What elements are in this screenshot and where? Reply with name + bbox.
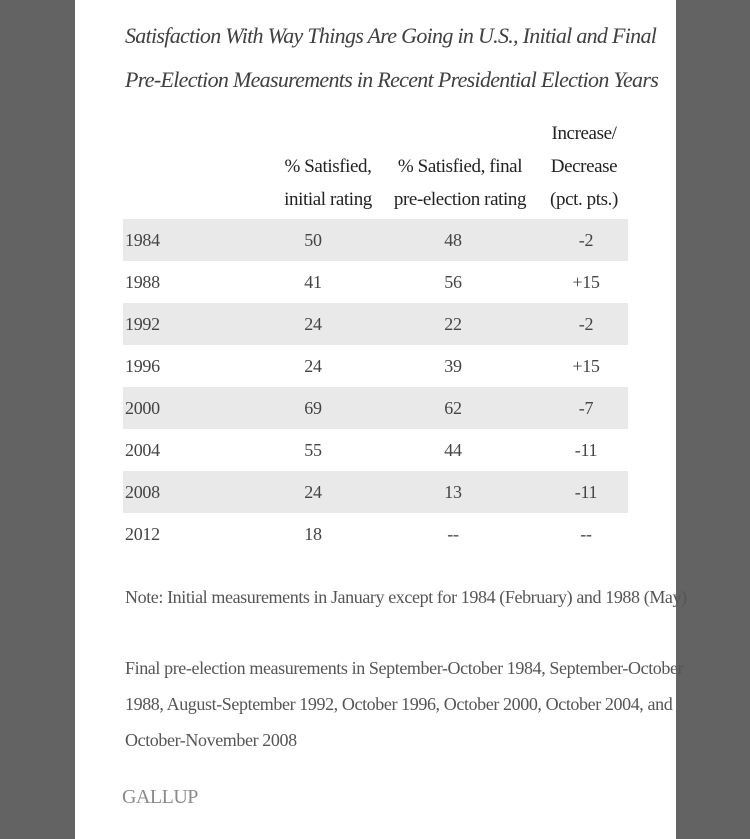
final-note-line-2: 1988, August-September 1992, October 1996, October 2000, October 2004, and: [125, 694, 673, 714]
cell-change: +15: [572, 272, 600, 292]
cell-final: 56: [444, 272, 462, 292]
cell-change: -11: [574, 440, 598, 460]
header-change-line-2: Decrease: [550, 156, 618, 177]
final-note-line-3: October-November 2008: [125, 730, 297, 750]
cell-final: 22: [444, 314, 462, 334]
cell-final: 48: [444, 230, 462, 250]
cell-change: +15: [572, 356, 600, 376]
table-row: [123, 345, 628, 387]
header-change-line-3: (pct. pts.): [550, 189, 618, 210]
table-row: [123, 513, 628, 555]
cell-initial: 55: [304, 440, 322, 460]
cell-year: 1992: [125, 314, 160, 334]
cell-change: -2: [578, 314, 594, 334]
cell-year: 2004: [125, 440, 160, 460]
cell-final: 13: [444, 482, 462, 502]
page-title: [125, 14, 659, 102]
final-note-line-1: Final pre-election measurements in September-October 1984, September-October: [125, 658, 684, 678]
table-row: [123, 429, 628, 471]
table-note: Note: Initial measurements in January except for 1984 (February) and 1988 (May): [125, 587, 687, 607]
table-row: [123, 303, 628, 345]
title-line-2: Pre-Election Measurements in Recent Presidential Election Years: [125, 67, 659, 92]
title-line-1: Satisfaction With Way Things Are Going in U.S., Initial and Final: [125, 23, 657, 48]
data-table: [123, 219, 628, 555]
header-change: [537, 117, 631, 216]
cell-year: 1996: [125, 356, 160, 376]
cell-final: --: [447, 524, 459, 544]
cell-initial: 24: [304, 314, 322, 334]
cell-final: 62: [444, 398, 462, 418]
document-page: [75, 0, 687, 839]
header-final-rating: [385, 150, 535, 216]
cell-year: 2000: [125, 398, 160, 418]
cell-initial: 18: [304, 524, 322, 544]
table-row: [123, 219, 628, 261]
header-initial-rating: [273, 150, 383, 216]
cell-initial: 41: [304, 272, 322, 292]
table-row: [123, 387, 628, 429]
header-final-line-2: pre-election rating: [393, 189, 527, 210]
table-row: [123, 471, 628, 513]
cell-initial: 69: [304, 398, 322, 418]
table-row: [123, 261, 628, 303]
cell-year: 2012: [125, 524, 160, 544]
cell-final: 44: [444, 440, 462, 460]
header-final-line-1: % Satisfied, final: [397, 156, 523, 177]
gallup-logo: GALLUP: [122, 786, 198, 808]
cell-change: -7: [578, 398, 594, 418]
cell-initial: 24: [304, 356, 322, 376]
cell-change: -2: [578, 230, 594, 250]
cell-final: 39: [444, 356, 462, 376]
cell-year: 1984: [125, 230, 160, 250]
cell-initial: 24: [304, 482, 322, 502]
cell-change: -11: [574, 482, 598, 502]
header-initial-line-1: % Satisfied,: [284, 156, 372, 177]
header-change-line-1: Increase/: [551, 123, 617, 144]
cell-change: --: [580, 524, 592, 544]
header-initial-line-2: initial rating: [284, 189, 372, 210]
cell-initial: 50: [304, 230, 322, 250]
final-measurement-note: [125, 650, 684, 758]
cell-year: 2008: [125, 482, 160, 502]
cell-year: 1988: [125, 272, 160, 292]
